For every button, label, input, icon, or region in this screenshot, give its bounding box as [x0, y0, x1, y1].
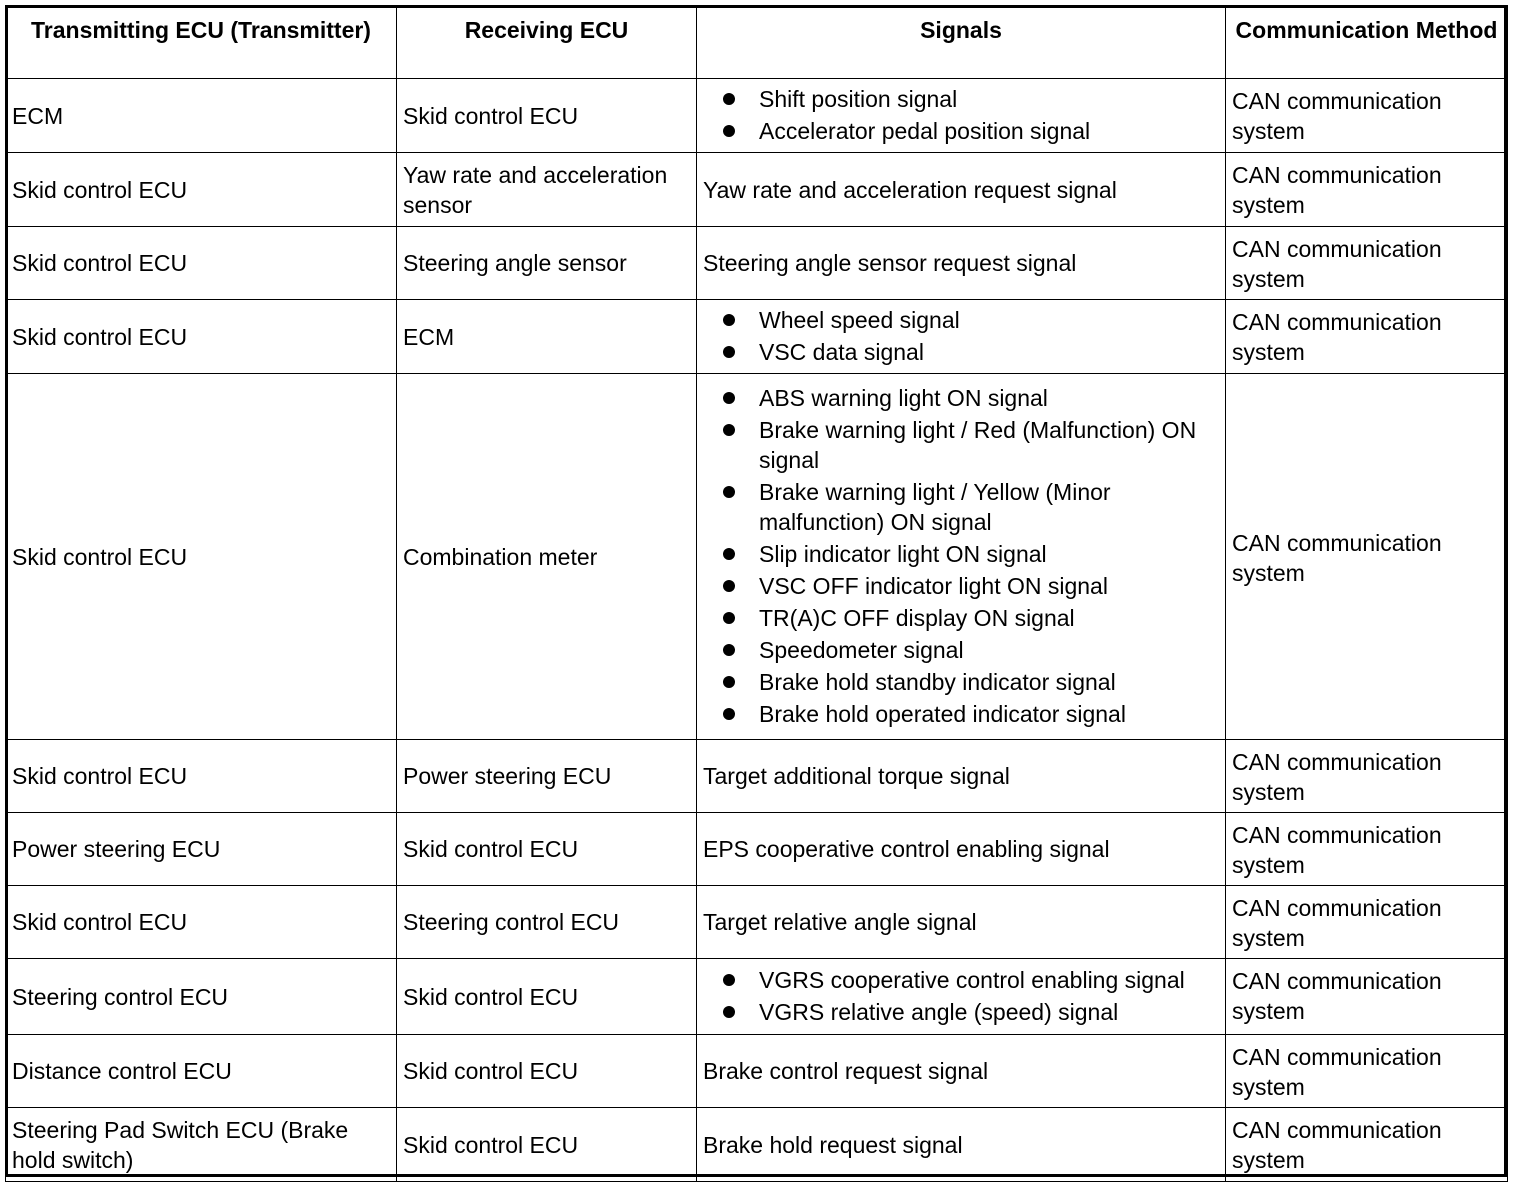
signal-text: VSC OFF indicator light ON signal	[759, 573, 1108, 599]
transmitter-cell: Skid control ECU	[6, 886, 397, 959]
table-outer-border	[5, 5, 1507, 1177]
method-cell: CAN communication system	[1226, 1035, 1508, 1108]
method-cell: CAN communication system	[1226, 959, 1508, 1035]
receiver-cell: Steering control ECU	[397, 886, 697, 959]
transmitter-cell: Skid control ECU	[6, 227, 397, 300]
signals-cell: Target additional torque signal	[697, 740, 1226, 813]
signal-text: Slip indicator light ON signal	[759, 541, 1047, 567]
signal-text: Brake hold operated indicator signal	[759, 701, 1126, 727]
receiver-cell: Skid control ECU	[397, 813, 697, 886]
method-cell: CAN communication system	[1226, 153, 1508, 227]
signals-cell: Steering angle sensor request signal	[697, 227, 1226, 300]
signal-text: VGRS cooperative control enabling signal	[759, 967, 1185, 993]
transmitter-cell: Steering control ECU	[6, 959, 397, 1035]
method-cell: CAN communication system	[1226, 886, 1508, 959]
header-receiver: Receiving ECU	[397, 6, 697, 79]
method-cell: CAN communication system	[1226, 740, 1508, 813]
method-cell: CAN communication system	[1226, 1108, 1508, 1182]
receiver-cell: Skid control ECU	[397, 1035, 697, 1108]
transmitter-cell: Skid control ECU	[6, 300, 397, 374]
receiver-cell: Skid control ECU	[397, 959, 697, 1035]
signal-text: Shift position signal	[759, 86, 958, 112]
signals-cell: Yaw rate and acceleration request signal	[697, 153, 1226, 227]
transmitter-cell: Skid control ECU	[6, 374, 397, 740]
receiver-cell: Skid control ECU	[397, 79, 697, 153]
signals-cell: Brake hold request signal	[697, 1108, 1226, 1182]
transmitter-cell: Power steering ECU	[6, 813, 397, 886]
signal-text: Brake warning light / Yellow (Minor malfunction) ON signal	[759, 479, 1111, 535]
method-cell: CAN communication system	[1226, 79, 1508, 153]
transmitter-cell: Steering Pad Switch ECU (Brake hold switch)	[6, 1108, 397, 1182]
signals-cell: Brake control request signal	[697, 1035, 1226, 1108]
method-cell: CAN communication system	[1226, 813, 1508, 886]
receiver-cell: Skid control ECU	[397, 1108, 697, 1182]
receiver-cell: Combination meter	[397, 374, 697, 740]
method-cell: CAN communication system	[1226, 227, 1508, 300]
transmitter-cell: Skid control ECU	[6, 153, 397, 227]
receiver-cell: Power steering ECU	[397, 740, 697, 813]
signal-text: Speedometer signal	[759, 637, 964, 663]
signal-text: Brake warning light / Red (Malfunction) ON signal	[759, 417, 1197, 473]
signal-text: Brake hold standby indicator signal	[759, 669, 1116, 695]
transmitter-cell: Distance control ECU	[6, 1035, 397, 1108]
transmitter-cell: ECM	[6, 79, 397, 153]
signal-text: TR(A)C OFF display ON signal	[759, 605, 1075, 631]
signal-text: Accelerator pedal position signal	[759, 118, 1091, 144]
signal-text: ABS warning light ON signal	[759, 385, 1048, 411]
header-transmitter: Transmitting ECU (Transmitter)	[6, 6, 397, 79]
signal-text: Wheel speed signal	[759, 307, 960, 333]
header-signals: Signals	[697, 6, 1226, 79]
signal-text: VGRS relative angle (speed) signal	[759, 999, 1119, 1025]
receiver-cell: Steering angle sensor	[397, 227, 697, 300]
receiver-cell: ECM	[397, 300, 697, 374]
signals-cell: Target relative angle signal	[697, 886, 1226, 959]
receiver-cell: Yaw rate and acceleration sensor	[397, 153, 697, 227]
method-cell: CAN communication system	[1226, 300, 1508, 374]
method-cell: CAN communication system	[1226, 374, 1508, 740]
transmitter-cell: Skid control ECU	[6, 740, 397, 813]
header-method: Communication Method	[1226, 6, 1508, 79]
signal-text: VSC data signal	[759, 339, 924, 365]
signals-cell: EPS cooperative control enabling signal	[697, 813, 1226, 886]
